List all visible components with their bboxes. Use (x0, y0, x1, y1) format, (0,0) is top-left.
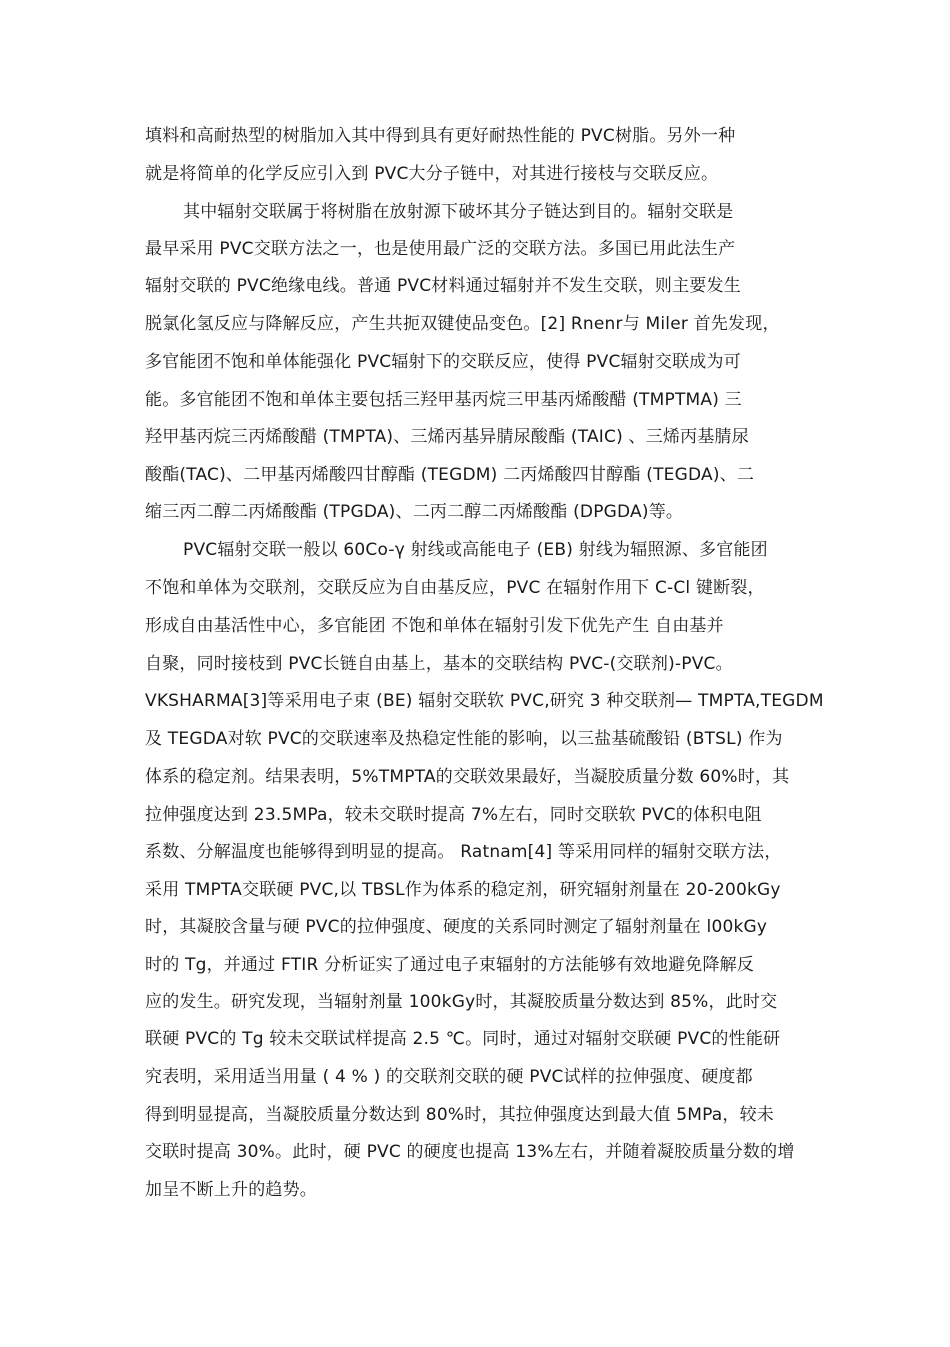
text-line: 究表明，采用适当用量 ( 4 % ) 的交联剂交联的硬 PVC试样的拉伸强度、硬度都 (145, 1067, 753, 1087)
text-line: 加呈不断上升的趋势。 (145, 1180, 317, 1200)
text-line: 羟甲基丙烷三丙烯酸醋 (TMPTA)、三烯丙基异腈尿酸酯 (TAIC) 、三烯丙基腈尿 (145, 427, 749, 447)
text-line: VKSHARMA[3]等采用电子束 (BE) 辐射交联软 PVC,研究 3 种交联剂— TMPTA,TEGDM (145, 691, 824, 711)
text-line: 多官能团不饱和单体能强化 PVC辐射下的交联反应，使得 PVC辐射交联成为可 (145, 352, 741, 372)
text-line: 自聚，同时接枝到 PVC长链自由基上，基本的交联结构 PVC-(交联剂)-PVC。 (145, 654, 733, 674)
text-line: 辐射交联的 PVC绝缘电线。普通 PVC材料通过辐射并不发生交联，则主要发生 (145, 276, 741, 296)
text-line: 能。多官能团不饱和单体主要包括三羟甲基丙烷三甲基丙烯酸醋 (TMPTMA) 三 (145, 390, 742, 410)
text-line: 体系的稳定剂。结果表明，5%TMPTA的交联效果最好，当凝胶质量分数 60%时，其 (145, 767, 790, 787)
text-line: 应的发生。研究发现，当辐射剂量 100kGy时，其凝胶质量分数达到 85%，此时交 (145, 992, 778, 1012)
text-line: 缩三丙二醇二丙烯酸酯 (TPGDA)、二丙二醇二丙烯酸酯 (DPGDA)等。 (145, 502, 684, 522)
text-line: 填料和高耐热型的树脂加入其中得到具有更好耐热性能的 PVC树脂。另外一种 (145, 126, 736, 146)
text-line: 酸酯(TAC)、二甲基丙烯酸四甘醇酯 (TEGDM) 二丙烯酸四甘醇酯 (TEGDA)、二 (145, 465, 755, 485)
text-line: 采用 TMPTA交联硬 PVC,以 TBSL作为体系的稳定剂，研究辐射剂量在 20-200kGy (145, 880, 781, 900)
text-line: 得到明显提高，当凝胶质量分数达到 80%时，其拉伸强度达到最大值 5MPa，较未 (145, 1105, 774, 1125)
text-line: 脱氯化氢反应与降解反应，产生共扼双键使品变色。[2] Rnenr与 Miler 首先发现， (145, 314, 780, 334)
text-line: 时的 Tg，并通过 FTIR 分析证实了通过电子束辐射的方法能够有效地避免降解反 (145, 955, 755, 975)
text-line: 交联时提高 30%。此时，硬 PVC 的硬度也提高 13%左右，并随着凝胶质量分数的增 (145, 1142, 795, 1162)
text-line: 不饱和单体为交联剂，交联反应为自由基反应，PVC 在辐射作用下 C-Cl 键断裂， (145, 578, 765, 598)
text-line: 时，其凝胶含量与硬 PVC的拉伸强度、硬度的关系同时测定了辐射剂量在 l00kGy (145, 917, 768, 937)
text-line: 形成自由基活性中心，多官能团 不饱和单体在辐射引发下优先产生 自由基并 (145, 616, 724, 636)
text-line: 系数、分解温度也能够得到明显的提高。 Ratnam[4] 等采用同样的辐射交联方法， (145, 842, 782, 862)
text-line: 最早采用 PVC交联方法之一，也是使用最广泛的交联方法。多国已用此法生产 (145, 239, 736, 259)
text-line: PVC辐射交联一般以 60Co-γ 射线或高能电子 (EB) 射线为辐照源、多官能团 (183, 540, 768, 560)
text-line: 拉伸强度达到 23.5MPa，较未交联时提高 7%左右，同时交联软 PVC的体积电阻 (145, 805, 762, 825)
text-line: 就是将简单的化学反应引入到 PVC大分子链中，对其进行接枝与交联反应。 (145, 164, 719, 184)
text-line: 及 TEGDA对软 PVC的交联速率及热稳定性能的影响，以三盐基硫酸铅 (BTSL) 作为 (145, 729, 783, 749)
text-line: 其中辐射交联属于将树脂在放射源下破坏其分子链达到目的。辐射交联是 (183, 202, 734, 222)
text-line: 联硬 PVC的 Tg 较未交联试样提高 2.5 ℃。同时，通过对辐射交联硬 PVC的性能研 (145, 1029, 781, 1049)
